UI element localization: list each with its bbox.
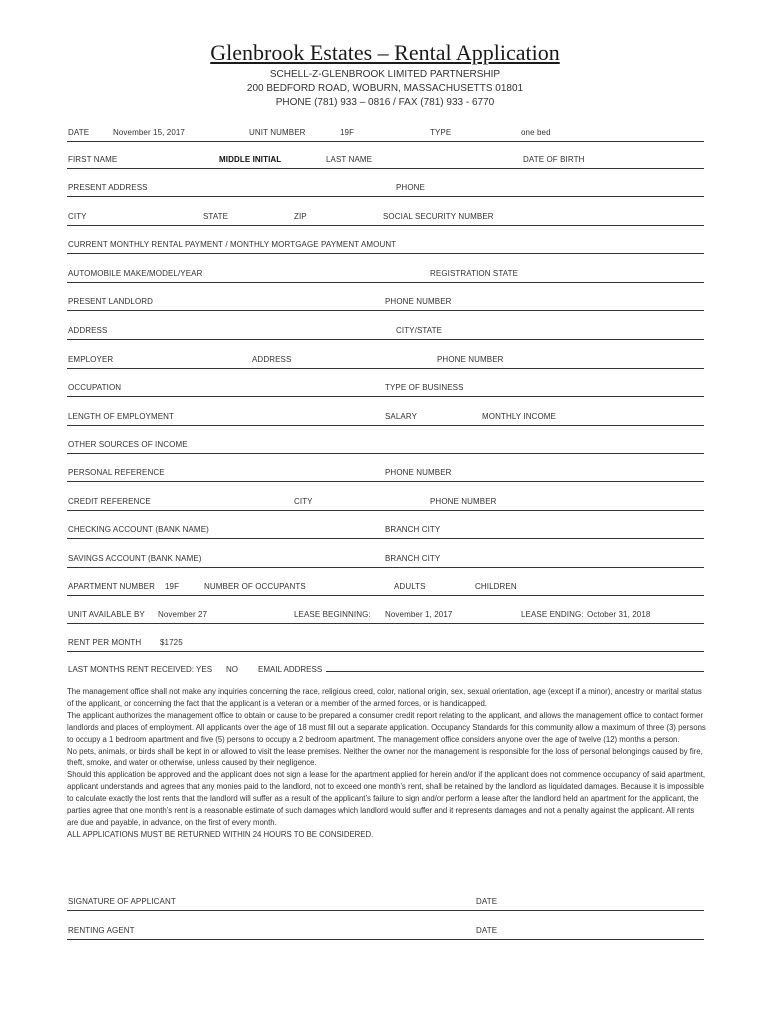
policy-paragraph: Should this application be approved and the applicant does not sign a lease for the apartment applied for herein and/or if the applicant does not commence occupancy of said apartment, applicant understands and agrees that any monies paid to the landlord, not to exceed one month’s rent, shall be retained by the landlord as liquidated damages. Because it is impossible to calculate exactly the lost rents that the landlord will suffer as a result of the applicant’s failure to sign and/or perform a lease after the landlord held an apartment for the applicant, the parties agree that one month’s rent is a reasonable estimate of such damages which landlord would suffer and it represents damages and not a penalty against the applicant. All rents are due and payable, in advance, on the first of every month.	[67, 770, 706, 827]
lease-ending-value[interactable]: October 31, 2018	[587, 610, 651, 619]
row-last-month-email	[67, 662, 704, 676]
checking-account-label: CHECKING ACCOUNT (BANK NAME)	[68, 525, 209, 534]
apartment-number-label: APARTMENT NUMBER	[68, 582, 155, 591]
row-employment	[67, 403, 704, 426]
business-type-label: TYPE OF BUSINESS	[385, 383, 464, 392]
last-name-label: LAST NAME	[326, 155, 373, 164]
type-value[interactable]: one bed	[521, 128, 551, 137]
row-other-income	[67, 431, 704, 454]
lease-beginning-value[interactable]: November 1, 2017	[385, 610, 453, 619]
company-name: SCHELL-Z-GLENBROOK LIMITED PARTNERSHIP	[269, 69, 501, 80]
row-date-unit-type	[67, 119, 704, 142]
apartment-number-value[interactable]: 19F	[165, 582, 180, 591]
children-label: CHILDREN	[475, 582, 517, 591]
row-apartment	[67, 573, 704, 596]
applicant-signature-label: SIGNATURE OF APPLICANT	[68, 897, 176, 906]
employer-address-label: ADDRESS	[252, 355, 292, 364]
other-income-label: OTHER SOURCES OF INCOME	[68, 440, 188, 449]
occupation-label: OCCUPATION	[68, 383, 122, 392]
rent-per-month-label: RENT PER MONTH	[68, 638, 142, 647]
policy-paragraph: The management office shall not make any inquiries concerning the race, religious creed, color, national origin, sex, sexual orientation, age (except if a minor), ancestry or marital status of the applicant, or concerning the fact that the applicant is a veteran or a member of the armed forces, or is handicapped.	[67, 687, 702, 708]
row-present-landlord	[67, 288, 704, 311]
last-month-rent-label: LAST MONTHS RENT RECEIVED: YES	[68, 665, 213, 674]
agent-date-label: DATE	[476, 926, 498, 935]
date-of-birth-label: DATE OF BIRTH	[523, 155, 585, 164]
page-title: Glenbrook Estates – Rental Application	[210, 40, 560, 65]
city-state-label: CITY/STATE	[396, 326, 443, 335]
personal-reference-phone-label: PHONE NUMBER	[385, 468, 452, 477]
automobile-label: AUTOMOBILE MAKE/MODEL/YEAR	[68, 269, 203, 278]
row-automobile	[67, 260, 704, 283]
middle-initial-label: MIDDLE INITIAL	[219, 155, 282, 164]
policy-paragraph: No pets, animals, or birds shall be kept in or allowed to visit the lease premises. Neither the owner nor the management is responsible for the loss of personal belongings caused by fire, theft, smoke, and water or otherwise, unless caused by their negligence.	[67, 746, 703, 768]
rent-per-month-value[interactable]: $1725	[160, 638, 183, 647]
personal-reference-label: PERSONAL REFERENCE	[68, 468, 165, 477]
monthly-payment-label: CURRENT MONTHLY RENTAL PAYMENT / MONTHLY MORTGAGE PAYMENT AMOUNT	[68, 240, 397, 249]
state-label: STATE	[203, 212, 229, 221]
company-phone-fax: PHONE (781) 933 – 0816 / FAX (781) 933 - 6770	[275, 97, 495, 108]
unit-number-label: UNIT NUMBER	[249, 128, 306, 137]
salary-label: SALARY	[385, 412, 418, 421]
row-personal-reference	[67, 459, 704, 482]
row-checking-account	[67, 516, 704, 539]
type-label: TYPE	[430, 128, 452, 137]
row-monthly-payment	[67, 231, 704, 254]
registration-state-label: REGISTRATION STATE	[430, 269, 519, 278]
email-label: EMAIL ADDRESS	[258, 665, 323, 674]
credit-reference-label: CREDIT REFERENCE	[68, 497, 151, 506]
row-present-address	[67, 174, 704, 197]
zip-label: ZIP	[294, 212, 307, 221]
row-lease-dates	[67, 601, 704, 624]
date-label: DATE	[68, 128, 90, 137]
savings-branch-label: BRANCH CITY	[385, 554, 441, 563]
ssn-label: SOCIAL SECURITY NUMBER	[383, 212, 494, 221]
row-renting-agent	[67, 917, 704, 940]
policy-paragraph: The applicant authorizes the management office to obtain or cause to be prepared a consumer credit report relating to the applicant, and allows the management office to contact former landlords and places of employment. All applicants over the age of 18 must fill out a separate application. Occupancy Standards for this community allow a maximum of three (3) persons to occupy a 1 bedroom apartment and five (5) persons to occupy a 2 bedroom apartment. The management office considers anyone over the age of twelve (12) months a person.	[67, 710, 706, 744]
unit-available-label: UNIT AVAILABLE BY	[68, 610, 145, 619]
occupants-label: NUMBER OF OCCUPANTS	[204, 582, 306, 591]
credit-reference-phone-label: PHONE NUMBER	[430, 497, 497, 506]
employment-length-label: LENGTH OF EMPLOYMENT	[68, 412, 175, 421]
credit-reference-city-label: CITY	[294, 497, 313, 506]
applicant-date-label: DATE	[476, 897, 498, 906]
savings-account-label: SAVINGS ACCOUNT (BANK NAME)	[68, 554, 202, 563]
landlord-phone-label: PHONE NUMBER	[385, 297, 452, 306]
company-address: 200 BEDFORD ROAD, WOBURN, MASSACHUSETTS 01801	[246, 83, 524, 94]
row-name	[67, 146, 704, 169]
renting-agent-label: RENTING AGENT	[68, 926, 135, 935]
phone-label: PHONE	[396, 183, 425, 192]
checking-branch-label: BRANCH CITY	[385, 525, 441, 534]
no-label: NO	[226, 665, 238, 674]
row-credit-reference	[67, 488, 704, 511]
email-field[interactable]	[326, 671, 704, 672]
city-label: CITY	[68, 212, 87, 221]
row-rent-per-month	[67, 629, 704, 652]
employer-phone-label: PHONE NUMBER	[437, 355, 504, 364]
landlord-address-label: ADDRESS	[68, 326, 108, 335]
lease-ending-label: LEASE ENDING:	[521, 610, 584, 619]
unit-available-value[interactable]: November 27	[158, 610, 208, 619]
policy-paragraph: ALL APPLICATIONS MUST BE RETURNED WITHIN 24 HOURS TO BE CONSIDERED.	[67, 829, 374, 839]
row-employer	[67, 346, 704, 369]
row-landlord-address	[67, 317, 704, 340]
present-landlord-label: PRESENT LANDLORD	[68, 297, 154, 306]
employer-label: EMPLOYER	[68, 355, 114, 364]
row-savings-account	[67, 545, 704, 568]
row-applicant-signature	[67, 888, 704, 911]
adults-label: ADULTS	[394, 582, 426, 591]
present-address-label: PRESENT ADDRESS	[68, 183, 148, 192]
row-city-state-zip	[67, 203, 704, 226]
row-occupation	[67, 374, 704, 397]
first-name-label: FIRST NAME	[68, 155, 118, 164]
policy-text	[67, 686, 707, 841]
date-value[interactable]: November 15, 2017	[113, 128, 185, 137]
monthly-income-label: MONTHLY INCOME	[482, 412, 556, 421]
unit-number-value[interactable]: 19F	[340, 128, 355, 137]
lease-beginning-label: LEASE BEGINNING:	[294, 610, 371, 619]
